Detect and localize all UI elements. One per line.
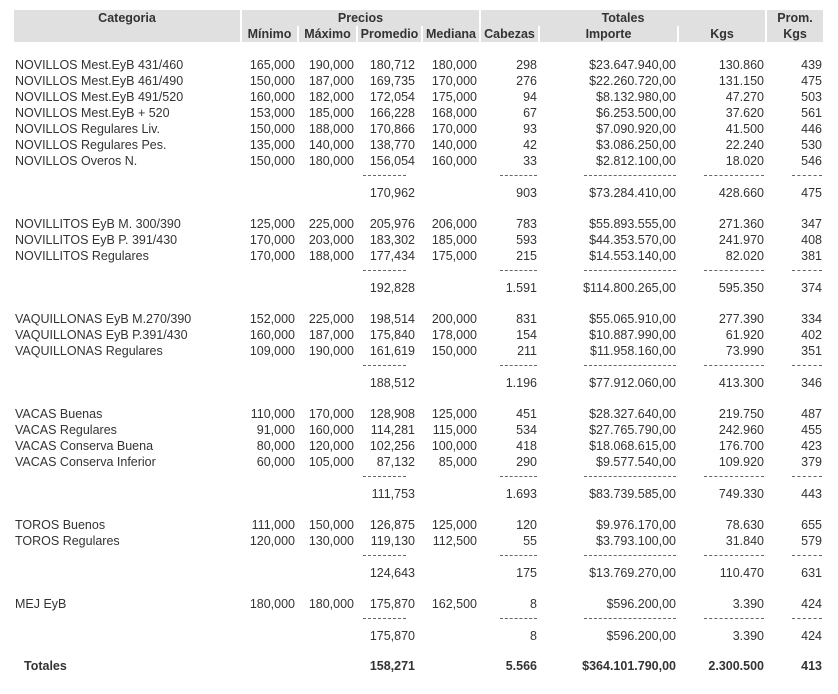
row-med: 125,000	[431, 518, 477, 532]
row-category: NOVILLOS Mest.EyB + 520	[15, 106, 170, 120]
row-max: 188,000	[308, 122, 354, 136]
row-cab: 215	[516, 249, 537, 263]
subtotal-kgs: 110.470	[719, 566, 764, 580]
row-med: 185,000	[431, 233, 477, 247]
row-prom: 180,712	[369, 58, 415, 72]
row-pk: 561	[801, 106, 822, 120]
subtotal-divider	[584, 618, 676, 620]
subtotal-prom: 124,643	[369, 566, 415, 580]
row-med: 168,000	[431, 106, 477, 120]
subtotal-divider	[704, 270, 764, 272]
subtotal-divider	[792, 175, 822, 177]
row-min: 165,000	[249, 58, 295, 72]
subtotal-divider	[584, 175, 676, 177]
row-min: 110,000	[250, 407, 295, 421]
subtotal-divider	[500, 365, 537, 367]
row-prom: 183,302	[369, 233, 415, 247]
row-min: 150,000	[249, 154, 295, 168]
row-kgs: 22.240	[725, 138, 764, 152]
row-min: 160,000	[249, 90, 295, 104]
subtotal-divider	[704, 555, 764, 557]
row-max: 185,000	[308, 106, 354, 120]
row-imp: $9.577.540,00	[596, 455, 676, 469]
header-prom-kgs: Kgs	[767, 26, 823, 42]
row-imp: $6.253.500,00	[596, 106, 676, 120]
row-cab: 55	[523, 534, 537, 548]
subtotal-divider	[363, 365, 406, 367]
row-min: 109,000	[249, 344, 295, 358]
row-med: 178,000	[431, 328, 477, 342]
row-med: 170,000	[431, 74, 477, 88]
row-kgs: 78.630	[725, 518, 764, 532]
row-med: 180,000	[431, 58, 477, 72]
subtotal-cab: 1.693	[505, 487, 537, 501]
row-cab: 831	[516, 312, 537, 326]
header-kgs: Kgs	[679, 26, 765, 42]
row-min: 111,000	[251, 518, 295, 532]
row-cab: 8	[530, 597, 537, 611]
row-pk: 423	[801, 439, 822, 453]
row-imp: $7.090.920,00	[596, 122, 676, 136]
row-prom: 170,866	[369, 122, 415, 136]
subtotal-divider	[584, 476, 676, 478]
row-max: 188,000	[308, 249, 354, 263]
row-category: TOROS Buenos	[15, 518, 106, 532]
row-category: NOVILLOS Regulares Pes.	[15, 138, 167, 152]
row-cab: 42	[523, 138, 537, 152]
row-max: 190,000	[308, 58, 354, 72]
row-imp: $55.893.555,00	[589, 217, 676, 231]
row-category: NOVILLOS Regulares Liv.	[15, 122, 160, 136]
row-imp: $596.200,00	[606, 597, 676, 611]
row-pk: 655	[801, 518, 822, 532]
row-cab: 298	[516, 58, 537, 72]
row-category: NOVILLITOS EyB M. 300/390	[15, 217, 181, 231]
row-cab: 33	[523, 154, 537, 168]
subtotal-divider	[363, 476, 406, 478]
subtotal-prom: 188,512	[369, 376, 415, 390]
row-cab: 418	[516, 439, 537, 453]
row-max: 190,000	[308, 344, 354, 358]
row-prom: 198,514	[369, 312, 415, 326]
row-cab: 93	[523, 122, 537, 136]
row-med: 206,000	[431, 217, 477, 231]
row-max: 187,000	[308, 74, 354, 88]
row-max: 120,000	[308, 439, 354, 453]
totals-kgs: 2.300.500	[708, 659, 764, 673]
row-min: 120,000	[249, 534, 295, 548]
subtotal-divider	[792, 555, 822, 557]
subtotal-divider	[792, 365, 822, 367]
row-med: 175,000	[431, 90, 477, 104]
header-importe: Importe	[540, 26, 677, 42]
row-min: 150,000	[249, 74, 295, 88]
row-med: 85,000	[438, 455, 477, 469]
subtotal-divider	[704, 618, 764, 620]
subtotal-divider	[363, 618, 406, 620]
row-min: 60,000	[256, 455, 295, 469]
row-prom: 87,132	[376, 455, 415, 469]
row-prom: 175,870	[369, 597, 415, 611]
row-pk: 546	[801, 154, 822, 168]
row-med: 125,000	[431, 407, 477, 421]
row-pk: 408	[801, 233, 822, 247]
row-prom: 119,130	[370, 534, 415, 548]
row-imp: $28.327.640,00	[589, 407, 676, 421]
row-pk: 347	[801, 217, 822, 231]
row-pk: 503	[801, 90, 822, 104]
row-prom: 156,054	[369, 154, 415, 168]
row-kgs: 271.360	[718, 217, 764, 231]
row-category: MEJ EyB	[15, 597, 67, 611]
row-max: 170,000	[308, 407, 354, 421]
subtotal-divider	[500, 555, 537, 557]
row-pk: 446	[801, 122, 822, 136]
row-min: 80,000	[256, 439, 295, 453]
row-kgs: 37.620	[725, 106, 764, 120]
row-imp: $8.132.980,00	[596, 90, 676, 104]
row-kgs: 82.020	[725, 249, 764, 263]
header-totales: Totales	[481, 10, 765, 26]
subtotal-pk: 475	[801, 186, 822, 200]
totals-promedio: 158,271	[369, 659, 415, 673]
row-med: 175,000	[431, 249, 477, 263]
subtotal-divider	[792, 476, 822, 478]
subtotal-divider	[584, 365, 676, 367]
header-promedio: Promedio	[358, 26, 421, 42]
subtotal-imp: $114.800.265,00	[583, 281, 676, 295]
row-pk: 381	[801, 249, 822, 263]
header-mediana: Mediana	[423, 26, 479, 42]
totals-importe: $364.101.790,00	[582, 659, 676, 673]
row-prom: 205,976	[369, 217, 415, 231]
row-kgs: 73.990	[725, 344, 764, 358]
row-category: VACAS Conserva Inferior	[15, 455, 156, 469]
row-min: 150,000	[249, 122, 295, 136]
row-cab: 120	[516, 518, 537, 532]
row-med: 115,000	[432, 423, 477, 437]
header-cabezas: Cabezas	[481, 26, 538, 42]
header-blank	[14, 26, 240, 42]
subtotal-imp: $73.284.410,00	[589, 186, 676, 200]
row-min: 91,000	[256, 423, 295, 437]
row-kgs: 219.750	[718, 407, 764, 421]
row-pk: 530	[801, 138, 822, 152]
subtotal-imp: $596.200,00	[606, 629, 676, 643]
subtotal-divider	[363, 270, 406, 272]
row-prom: 169,735	[369, 74, 415, 88]
header-prom: Prom.	[767, 10, 823, 26]
subtotal-divider	[500, 175, 537, 177]
subtotal-cab: 175	[516, 566, 537, 580]
row-pk: 424	[801, 597, 822, 611]
row-imp: $27.765.790,00	[589, 423, 676, 437]
row-min: 170,000	[249, 233, 295, 247]
row-pk: 439	[801, 58, 822, 72]
row-pk: 475	[801, 74, 822, 88]
subtotal-divider	[584, 555, 676, 557]
row-cab: 593	[516, 233, 537, 247]
row-pk: 379	[801, 455, 822, 469]
row-imp: $2.812.100,00	[596, 154, 676, 168]
subtotal-imp: $77.912.060,00	[589, 376, 676, 390]
row-imp: $9.976.170,00	[596, 518, 676, 532]
row-prom: 172,054	[369, 90, 415, 104]
row-kgs: 277.390	[718, 312, 764, 326]
row-max: 225,000	[308, 312, 354, 326]
row-min: 170,000	[249, 249, 295, 263]
row-category: NOVILLOS Mest.EyB 491/520	[15, 90, 184, 104]
row-max: 130,000	[308, 534, 354, 548]
totals-label: Totales	[24, 659, 67, 673]
row-kgs: 109.920	[718, 455, 764, 469]
row-category: VACAS Conserva Buena	[15, 439, 154, 453]
row-med: 112,500	[432, 534, 477, 548]
subtotal-divider	[704, 175, 764, 177]
row-min: 135,000	[249, 138, 295, 152]
row-cab: 94	[523, 90, 537, 104]
row-cab: 211	[517, 344, 537, 358]
row-prom: 166,228	[369, 106, 415, 120]
row-min: 152,000	[249, 312, 295, 326]
row-imp: $10.887.990,00	[589, 328, 676, 342]
row-min: 180,000	[249, 597, 295, 611]
subtotal-prom: 170,962	[369, 186, 415, 200]
row-med: 160,000	[431, 154, 477, 168]
subtotal-kgs: 595.350	[718, 281, 764, 295]
row-cab: 276	[516, 74, 537, 88]
subtotal-imp: $83.739.585,00	[589, 487, 676, 501]
subtotal-prom: 175,870	[369, 629, 415, 643]
row-imp: $18.068.615,00	[589, 439, 676, 453]
totals-cabezas: 5.566	[505, 659, 537, 673]
row-max: 203,000	[308, 233, 354, 247]
header-precios: Precios	[242, 10, 479, 26]
subtotal-imp: $13.769.270,00	[589, 566, 676, 580]
subtotal-divider	[500, 476, 537, 478]
row-min: 160,000	[249, 328, 295, 342]
subtotal-kgs: 413.300	[718, 376, 764, 390]
row-max: 182,000	[308, 90, 354, 104]
row-imp: $14.553.140,00	[589, 249, 676, 263]
row-med: 170,000	[431, 122, 477, 136]
row-cab: 67	[523, 106, 537, 120]
row-prom: 161,619	[369, 344, 415, 358]
row-max: 225,000	[308, 217, 354, 231]
row-prom: 177,434	[369, 249, 415, 263]
subtotal-cab: 903	[516, 186, 537, 200]
row-category: NOVILLOS Mest.EyB 431/460	[15, 58, 184, 72]
subtotal-divider	[704, 365, 764, 367]
row-prom: 128,908	[369, 407, 415, 421]
subtotal-divider	[500, 618, 537, 620]
row-max: 150,000	[308, 518, 354, 532]
row-imp: $22.260.720,00	[589, 74, 676, 88]
subtotal-divider	[363, 555, 406, 557]
header-minimo: Mínimo	[242, 26, 297, 42]
row-kgs: 47.270	[725, 90, 764, 104]
row-max: 180,000	[308, 154, 354, 168]
row-category: VAQUILLONAS EyB M.270/390	[15, 312, 192, 326]
row-category: NOVILLOS Overos N.	[15, 154, 138, 168]
subtotal-cab: 1.196	[505, 376, 537, 390]
row-prom: 114,281	[370, 423, 415, 437]
row-category: TOROS Regulares	[15, 534, 120, 548]
row-med: 100,000	[431, 439, 477, 453]
row-imp: $3.086.250,00	[596, 138, 676, 152]
row-pk: 455	[801, 423, 822, 437]
header-maximo: Máximo	[299, 26, 356, 42]
subtotal-divider	[792, 270, 822, 272]
subtotal-cab: 1.591	[505, 281, 537, 295]
row-category: VACAS Regulares	[15, 423, 117, 437]
row-category: NOVILLOS Mest.EyB 461/490	[15, 74, 184, 88]
row-kgs: 176.700	[718, 439, 764, 453]
subtotal-kgs: 749.330	[718, 487, 764, 501]
row-min: 153,000	[249, 106, 295, 120]
row-imp: $3.793.100,00	[596, 534, 676, 548]
row-prom: 138,770	[369, 138, 415, 152]
row-kgs: 61.920	[725, 328, 764, 342]
row-kgs: 3.390	[732, 597, 764, 611]
header-categoria: Categoria	[14, 10, 240, 26]
subtotal-kgs: 3.390	[732, 629, 764, 643]
row-cab: 290	[516, 455, 537, 469]
subtotal-pk: 374	[801, 281, 822, 295]
row-max: 160,000	[308, 423, 354, 437]
subtotal-pk: 346	[801, 376, 822, 390]
row-imp: $55.065.910,00	[589, 312, 676, 326]
row-kgs: 41.500	[725, 122, 764, 136]
subtotal-kgs: 428.660	[718, 186, 764, 200]
subtotal-cab: 8	[530, 629, 537, 643]
row-imp: $23.647.940,00	[589, 58, 676, 72]
row-max: 140,000	[308, 138, 354, 152]
subtotal-divider	[704, 476, 764, 478]
totals-prom-kgs: 413	[801, 659, 822, 673]
subtotal-pk: 443	[801, 487, 822, 501]
subtotal-divider	[792, 618, 822, 620]
row-category: NOVILLITOS EyB P. 391/430	[15, 233, 178, 247]
row-imp: $44.353.570,00	[589, 233, 676, 247]
row-category: VAQUILLONAS Regulares	[15, 344, 163, 358]
subtotal-pk: 424	[801, 629, 822, 643]
row-kgs: 131.150	[718, 74, 764, 88]
row-category: NOVILLITOS Regulares	[15, 249, 149, 263]
row-med: 200,000	[431, 312, 477, 326]
subtotal-divider	[500, 270, 537, 272]
row-cab: 154	[516, 328, 537, 342]
row-pk: 487	[801, 407, 822, 421]
subtotal-prom: 192,828	[369, 281, 415, 295]
subtotal-prom: 111,753	[371, 487, 415, 501]
row-kgs: 18.020	[725, 154, 764, 168]
row-cab: 451	[516, 407, 537, 421]
row-med: 150,000	[431, 344, 477, 358]
row-prom: 175,840	[369, 328, 415, 342]
subtotal-divider	[363, 175, 406, 177]
row-prom: 102,256	[369, 439, 415, 453]
subtotal-pk: 631	[801, 566, 822, 580]
row-prom: 126,875	[369, 518, 415, 532]
row-pk: 579	[801, 534, 822, 548]
row-max: 180,000	[308, 597, 354, 611]
row-category: VAQUILLONAS EyB P.391/430	[15, 328, 188, 342]
row-imp: $11.958.160,00	[590, 344, 676, 358]
row-pk: 351	[801, 344, 822, 358]
row-med: 162,500	[431, 597, 477, 611]
row-kgs: 241.970	[718, 233, 764, 247]
row-max: 187,000	[308, 328, 354, 342]
row-max: 105,000	[308, 455, 354, 469]
row-pk: 402	[801, 328, 822, 342]
row-kgs: 130.860	[718, 58, 764, 72]
row-pk: 334	[801, 312, 822, 326]
row-min: 125,000	[249, 217, 295, 231]
row-category: VACAS Buenas	[15, 407, 103, 421]
row-med: 140,000	[431, 138, 477, 152]
row-cab: 783	[516, 217, 537, 231]
subtotal-divider	[584, 270, 676, 272]
row-kgs: 31.840	[725, 534, 764, 548]
row-kgs: 242.960	[718, 423, 764, 437]
row-cab: 534	[516, 423, 537, 437]
